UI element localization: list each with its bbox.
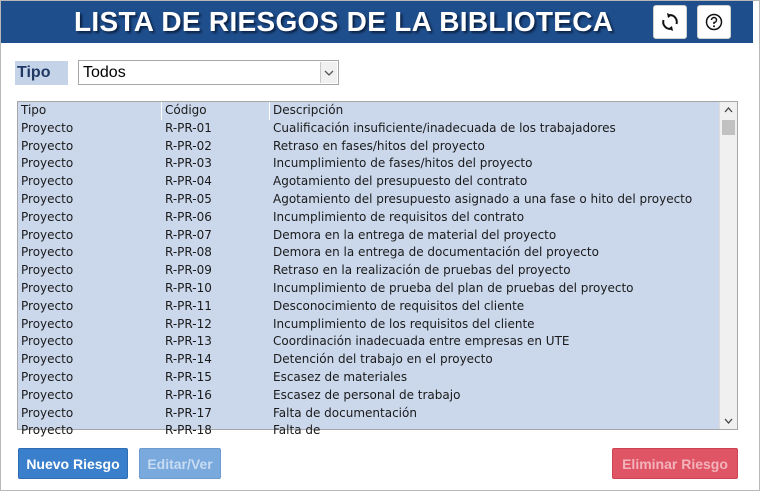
- list-cell-tipo: Proyecto: [21, 405, 74, 420]
- list-cell-codigo: R-PR-17: [165, 405, 212, 420]
- list-item[interactable]: [18, 155, 721, 173]
- tipo-filter-label: Tipo: [15, 61, 68, 85]
- list-cell-tipo: Proyecto: [21, 352, 74, 367]
- list-cell-descripcion: Incumplimiento de requisitos del contrato: [273, 209, 525, 224]
- list-cell-codigo: R-PR-09: [165, 263, 212, 278]
- chevron-up-icon: [724, 107, 733, 113]
- list-cell-descripcion: Coordinación inadecuada entre empresas en UTE: [273, 334, 570, 349]
- risk-list[interactable]: [17, 101, 738, 438]
- list-cell-codigo: R-PR-10: [165, 280, 212, 295]
- list-item[interactable]: [18, 191, 721, 209]
- list-cell-descripcion: Demora en la entrega de material del proyecto: [273, 227, 557, 242]
- page-title: LISTA DE RIESGOS DE LA BIBLIOTECA: [74, 6, 614, 37]
- list-item[interactable]: [18, 244, 721, 262]
- list-cell-codigo: R-PR-04: [165, 174, 212, 189]
- list-cell-descripcion: Cualificación insuficiente/inadecuada de los trabajadores: [273, 120, 616, 135]
- list-cell-tipo: Proyecto: [21, 209, 74, 224]
- scroll-up-button[interactable]: [720, 102, 737, 118]
- list-cell-descripcion: Escasez de materiales: [273, 369, 408, 384]
- list-item[interactable]: [18, 138, 721, 156]
- edit-view-button[interactable]: Editar/Ver: [139, 448, 221, 479]
- list-cell-descripcion: Demora en la entrega de documentación del proyecto: [273, 245, 599, 260]
- list-cell-tipo: Proyecto: [21, 245, 74, 260]
- list-header: [18, 102, 721, 120]
- list-item[interactable]: [18, 209, 721, 227]
- list-item[interactable]: [18, 173, 721, 191]
- list-cell-codigo: R-PR-18: [165, 423, 212, 438]
- list-cell-tipo: Proyecto: [21, 138, 74, 153]
- list-item[interactable]: [18, 120, 721, 138]
- list-cell-descripcion: Retraso en fases/hitos del proyecto: [273, 138, 485, 153]
- list-cell-tipo: Proyecto: [21, 227, 74, 242]
- list-cell-tipo: Proyecto: [21, 423, 74, 438]
- list-cell-tipo: Proyecto: [21, 174, 74, 189]
- refresh-button[interactable]: [653, 5, 687, 39]
- list-cell-tipo: Proyecto: [21, 369, 74, 384]
- list-cell-tipo: Proyecto: [21, 191, 74, 206]
- tipo-filter-select[interactable]: [78, 60, 339, 85]
- list-cell-tipo: Proyecto: [21, 120, 74, 135]
- list-item[interactable]: [18, 262, 721, 280]
- list-cell-descripcion: Desconocimiento de requisitos del cliente: [273, 298, 525, 313]
- list-cell-codigo: R-PR-08: [165, 245, 212, 260]
- list-cell-descripcion: Falta de documentación: [273, 405, 417, 420]
- scrollbar-thumb[interactable]: [722, 120, 735, 135]
- list-cell-codigo: R-PR-13: [165, 334, 212, 349]
- column-header-tipo: Tipo: [21, 103, 47, 117]
- help-icon: [705, 13, 723, 31]
- list-item[interactable]: [18, 333, 721, 351]
- list-cell-tipo: Proyecto: [21, 387, 74, 402]
- list-cell-codigo: R-PR-15: [165, 369, 212, 384]
- list-cell-codigo: R-PR-01: [165, 120, 212, 135]
- list-cell-codigo: R-PR-02: [165, 138, 212, 153]
- list-cell-descripcion: Retraso en la realización de pruebas del proyecto: [273, 263, 571, 278]
- chevron-down-icon: [724, 418, 733, 424]
- column-divider: [161, 102, 162, 120]
- list-cell-tipo: Proyecto: [21, 316, 74, 331]
- tipo-filter-value: Todos: [83, 64, 126, 81]
- scroll-down-button[interactable]: [720, 413, 737, 429]
- refresh-icon: [660, 12, 680, 32]
- list-cell-tipo: Proyecto: [21, 280, 74, 295]
- list-cell-codigo: R-PR-06: [165, 209, 212, 224]
- column-header-codigo: Código: [165, 103, 207, 117]
- list-cell-codigo: R-PR-14: [165, 352, 212, 367]
- chevron-down-icon: [324, 70, 334, 76]
- list-item[interactable]: [18, 387, 721, 405]
- list-cell-descripcion: Incumplimiento de fases/hitos del proyecto: [273, 156, 533, 171]
- list-cell-descripcion: Falta de: [273, 423, 321, 438]
- list-cell-descripcion: Escasez de personal de trabajo: [273, 387, 461, 402]
- list-cell-descripcion: Incumplimiento de prueba del plan de pruebas del proyecto: [273, 280, 634, 295]
- list-cell-tipo: Proyecto: [21, 334, 74, 349]
- list-cell-descripcion: Agotamiento del presupuesto del contrato: [273, 174, 528, 189]
- list-item[interactable]: [18, 351, 721, 369]
- header-bar: [1, 1, 753, 43]
- list-cell-descripcion: Agotamiento del presupuesto asignado a una fase o hito del proyecto: [273, 191, 693, 206]
- list-cell-codigo: R-PR-03: [165, 156, 212, 171]
- dropdown-arrow-button[interactable]: [320, 62, 337, 83]
- delete-risk-button[interactable]: Eliminar Riesgo: [612, 448, 738, 479]
- list-cell-tipo: Proyecto: [21, 156, 74, 171]
- list-cell-tipo: Proyecto: [21, 263, 74, 278]
- risk-list-rows: [18, 102, 721, 438]
- list-cell-codigo: R-PR-11: [165, 298, 212, 313]
- list-cell-tipo: Proyecto: [21, 298, 74, 313]
- list-cell-codigo: R-PR-16: [165, 387, 212, 402]
- list-cell-descripcion: Incumplimiento de los requisitos del cliente: [273, 316, 535, 331]
- column-divider: [269, 102, 270, 120]
- list-cell-descripcion: Detención del trabajo en el proyecto: [273, 352, 493, 367]
- help-button[interactable]: [697, 5, 731, 39]
- list-item[interactable]: [18, 405, 721, 423]
- list-scrollbar[interactable]: [719, 102, 737, 429]
- list-cell-codigo: R-PR-07: [165, 227, 212, 242]
- list-item[interactable]: [18, 227, 721, 245]
- list-item[interactable]: [18, 422, 721, 440]
- new-risk-button[interactable]: Nuevo Riesgo: [18, 448, 128, 479]
- list-item[interactable]: [18, 369, 721, 387]
- column-header-descripcion: Descripción: [273, 103, 344, 117]
- list-item[interactable]: [18, 298, 721, 316]
- list-item[interactable]: [18, 316, 721, 334]
- list-cell-codigo: R-PR-12: [165, 316, 212, 331]
- list-item[interactable]: [18, 280, 721, 298]
- list-cell-codigo: R-PR-05: [165, 191, 212, 206]
